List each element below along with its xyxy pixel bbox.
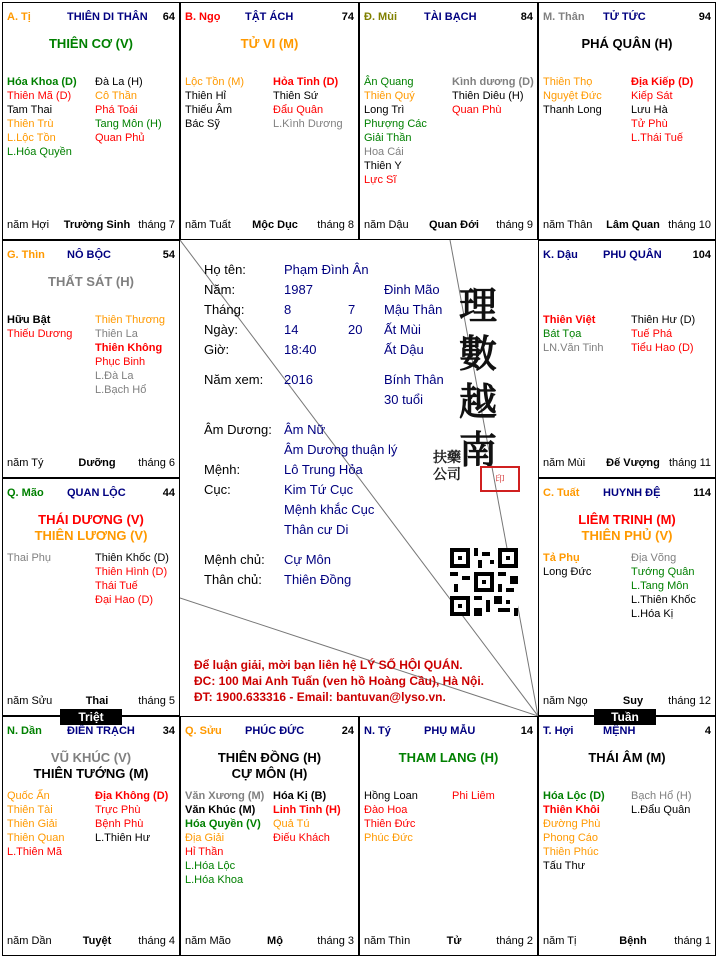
palace-month: tháng 2 <box>496 935 533 947</box>
main-stars <box>3 274 179 290</box>
life-stage: Bệnh <box>619 935 647 947</box>
minor-star: Thiên Quý <box>364 90 415 102</box>
minor-star: Trực Phù <box>95 804 141 816</box>
day-lunar: 20 <box>348 322 363 337</box>
palace-year: năm Dần <box>7 935 52 947</box>
minor-star: Thiên Diêu (H) <box>452 90 524 102</box>
triet-stamp: Triệt <box>60 709 122 725</box>
palace-year: năm Hợi <box>7 219 50 231</box>
minor-star: Đại Hao (D) <box>95 594 154 606</box>
minor-star: Phượng Các <box>364 118 427 130</box>
life-stage: Trường Sinh <box>63 219 131 231</box>
palace-cell[interactable] <box>180 716 359 956</box>
palace-year: năm Tị <box>543 935 577 947</box>
name-value: Phạm Đình Ân <box>284 262 369 277</box>
minor-star: Đường Phù <box>543 818 601 830</box>
palace-name: TỬ TỨC <box>603 11 646 23</box>
minor-star: Hóa Quyền (V) <box>185 818 261 830</box>
main-star: CỰ MÔN (H) <box>231 766 308 781</box>
palace-header <box>364 11 533 25</box>
minor-star: Kình dương (D) <box>452 76 534 88</box>
minor-star: Bạch Hổ (H) <box>631 790 692 802</box>
palace-name: TẬT ÁCH <box>245 11 294 23</box>
minor-stars-left <box>7 313 72 341</box>
palace-cell[interactable] <box>2 478 180 716</box>
palace-header <box>185 11 354 25</box>
minor-stars-right <box>95 551 169 607</box>
menh-chu-label: Mệnh chủ: <box>204 552 265 567</box>
palace-footer <box>364 219 533 233</box>
palace-branch: A. Tị <box>7 11 31 23</box>
center-info-panel <box>180 240 538 716</box>
main-star: THAM LANG (H) <box>398 750 499 765</box>
palace-branch: M. Thân <box>543 11 585 23</box>
minor-stars-left <box>7 75 77 159</box>
cuc-label: Cục: <box>204 482 231 497</box>
life-stage: Đế Vượng <box>606 457 660 469</box>
palace-cell[interactable] <box>538 2 716 240</box>
minor-stars-right <box>273 789 341 845</box>
day-solar: 14 <box>284 322 299 337</box>
palace-month: tháng 5 <box>138 695 175 707</box>
palace-year: năm Dậu <box>364 219 409 231</box>
minor-star: Tướng Quân <box>631 566 695 578</box>
minor-star: Tả Phụ <box>543 552 580 564</box>
minor-star: Bác Sỹ <box>185 118 220 130</box>
minor-stars-right <box>95 313 165 397</box>
palace-month: tháng 4 <box>138 935 175 947</box>
palace-cell[interactable] <box>359 716 538 956</box>
minor-star: Quan Phủ <box>95 132 145 144</box>
hour-canchi: Ất Dậu <box>384 342 424 357</box>
minor-stars-right <box>631 75 693 145</box>
qr-code[interactable] <box>450 548 518 616</box>
minor-star: Địa Giải <box>185 832 225 844</box>
minor-star: Thiên La <box>95 328 138 340</box>
main-star: TỬ VI (M) <box>240 36 299 51</box>
contact-address: ĐC: 100 Mai Anh Tuấn (ven hồ Hoàng Cầu), Hà Nội. <box>194 674 485 688</box>
main-star: THIÊN TƯỚNG (M) <box>33 766 149 781</box>
minor-star: Địa Không (D) <box>95 790 169 802</box>
minor-star: Hỏa Tinh (D) <box>273 76 339 88</box>
day-canchi: Ất Mùi <box>384 322 421 337</box>
minor-star: Văn Khúc (M) <box>185 804 256 816</box>
main-star: THIÊN CƠ (V) <box>48 36 134 51</box>
minor-stars-right <box>95 789 168 845</box>
palace-name: QUAN LỘC <box>67 487 126 499</box>
view-year-canchi: Bính Thân <box>384 372 444 387</box>
minor-stars-right <box>452 75 534 117</box>
age-value: 30 tuổi <box>384 392 424 407</box>
palace-cell[interactable] <box>2 716 180 956</box>
main-star: THÁI ÂM (M) <box>588 750 666 765</box>
main-star: PHÁ QUÂN (H) <box>581 36 673 51</box>
palace-year: năm Thân <box>543 219 593 231</box>
calligraphy-company: 扶藥公司 <box>433 450 461 483</box>
minor-star: Thiên Hình (D) <box>95 566 168 578</box>
minor-star: Giải Thần <box>364 132 412 144</box>
life-stage: Tử <box>446 935 462 947</box>
main-stars <box>3 512 179 544</box>
palace-footer <box>543 695 711 709</box>
minor-star: Hoa Cái <box>364 146 404 158</box>
minor-stars-right <box>452 789 495 803</box>
minor-star: Thanh Long <box>543 104 602 116</box>
minor-star: L.Thiên Hư <box>95 832 151 844</box>
minor-stars-right <box>631 789 692 817</box>
minor-star: Quan Phù <box>452 104 502 116</box>
minor-star: Phúc Đức <box>364 832 413 844</box>
main-stars <box>539 36 715 52</box>
minor-star: Hóa Lộc (D) <box>543 790 605 802</box>
palace-footer <box>543 219 711 233</box>
palace-name: PHÚC ĐỨC <box>245 725 305 737</box>
minor-star: Đào Hoa <box>364 804 408 816</box>
palace-header <box>364 725 533 739</box>
minor-star: Tuế Phá <box>631 328 673 340</box>
contact-phone-email[interactable]: ĐT: 1900.633316 - Email: bantuvan@lyso.vn. <box>194 690 446 704</box>
main-stars <box>181 36 358 52</box>
month-lunar: 7 <box>348 302 356 317</box>
palace-month: tháng 6 <box>138 457 175 469</box>
hour-value: 18:40 <box>284 342 317 357</box>
palace-month: tháng 3 <box>317 935 354 947</box>
palace-branch: G. Thìn <box>7 249 45 261</box>
minor-star: Thiên Mã (D) <box>7 90 72 102</box>
minor-star: Thiên Sứ <box>273 90 319 102</box>
minor-star: Thai Phụ <box>7 552 52 564</box>
minor-star: Thiên Hư (D) <box>631 314 696 326</box>
minor-star: Long Đức <box>543 566 592 578</box>
palace-name: PHỤ MẪU <box>424 725 476 737</box>
palace-cell[interactable] <box>2 240 180 478</box>
palace-month: tháng 12 <box>668 695 711 707</box>
than-chu-value: Thiên Đồng <box>284 572 352 587</box>
palace-year: năm Ngọ <box>543 695 588 707</box>
minor-star: Phong Cáo <box>543 832 599 844</box>
palace-month: tháng 1 <box>674 935 711 947</box>
palace-age-number: 54 <box>162 249 175 261</box>
minor-star: L.Hóa Khoa <box>185 874 244 886</box>
qr-code-icon <box>450 548 518 616</box>
palace-age-number: 44 <box>162 487 175 499</box>
minor-star: Thiếu Âm <box>185 104 233 116</box>
palace-age-number: 64 <box>162 11 175 23</box>
year-canchi: Đinh Mão <box>384 282 440 297</box>
minor-star: Thiên Phúc <box>543 846 599 858</box>
month-label: Tháng: <box>204 302 245 317</box>
minor-star: Thiên Thọ <box>543 76 593 88</box>
red-seal: 印 <box>480 466 520 492</box>
palace-header <box>7 487 175 501</box>
contact-line-1: Để luận giải, mời bạn liên hệ LÝ SỐ HỘI QUÁN. <box>194 658 463 672</box>
minor-stars-left <box>7 789 64 859</box>
minor-star: L.Kình Dương <box>273 118 343 130</box>
name-label: Họ tên: <box>204 262 246 277</box>
main-star: THẤT SÁT (H) <box>48 274 134 289</box>
minor-star: Tấu Thư <box>543 860 586 872</box>
minor-star: Kiếp Sát <box>631 90 673 102</box>
palace-footer <box>7 695 175 709</box>
minor-star: Thiên Y <box>364 160 402 172</box>
palace-header <box>7 249 175 263</box>
main-stars <box>3 36 179 52</box>
main-stars <box>181 750 358 782</box>
minor-star: Thiên Giải <box>7 818 58 830</box>
minor-star: Địa Kiếp (D) <box>631 76 694 88</box>
menh-chu-value: Cự Môn <box>284 552 331 567</box>
palace-year: năm Mùi <box>543 457 586 469</box>
palace-cell[interactable] <box>538 478 716 716</box>
minor-stars-left <box>7 551 51 565</box>
minor-star: Thiên Không <box>95 342 163 354</box>
cuc-value: Kim Tứ Cục <box>284 482 354 497</box>
palace-month: tháng 7 <box>138 219 175 231</box>
am-duong-note: Âm Dương thuận lý <box>284 442 398 457</box>
minor-star: Phá Toái <box>95 104 138 116</box>
palace-age-number: 14 <box>520 725 533 737</box>
main-stars <box>539 512 715 544</box>
minor-stars-left <box>543 789 605 873</box>
palace-name: HUYNH ĐỆ <box>603 487 661 499</box>
palace-name: ĐIỀN TRẠCH <box>67 725 135 737</box>
palace-branch: N. Tý <box>364 725 391 737</box>
main-star: THIÊN PHỦ (V) <box>581 528 673 543</box>
palace-header <box>543 11 711 25</box>
day-label: Ngày: <box>204 322 238 337</box>
palace-cell[interactable] <box>2 2 180 240</box>
tuan-stamp: Tuần <box>594 709 656 725</box>
palace-cell[interactable] <box>359 2 538 240</box>
minor-star: Thiên Khốc (D) <box>95 552 169 564</box>
life-stage: Thai <box>85 695 109 707</box>
life-stage: Quan Đới <box>429 219 479 231</box>
view-year-label: Năm xem: <box>204 372 264 387</box>
life-stage: Suy <box>622 695 644 707</box>
cuc-note: Mệnh khắc Cục <box>284 502 375 517</box>
minor-star: L.Thái Tuế <box>631 132 683 144</box>
minor-stars-left <box>364 789 418 845</box>
palace-name: MỆNH <box>603 725 636 737</box>
life-stage: Dưỡng <box>78 457 116 469</box>
main-star: LIÊM TRINH (M) <box>578 512 676 527</box>
palace-age-number: 114 <box>693 487 711 499</box>
minor-star: Thiên Thương <box>95 314 166 326</box>
palace-footer <box>185 219 354 233</box>
main-star: VŨ KHÚC (V) <box>50 750 132 765</box>
minor-star: Cô Thần <box>95 90 137 102</box>
palace-month: tháng 10 <box>668 219 711 231</box>
minor-stars-left <box>543 551 591 579</box>
minor-star: Hóa Khoa (D) <box>7 76 77 88</box>
minor-star: Thiên Quan <box>7 832 65 844</box>
minor-star: Thiên Việt <box>543 314 596 326</box>
minor-star: Linh Tinh (H) <box>273 804 341 816</box>
minor-star: Hóa Kị (B) <box>273 790 327 802</box>
life-stage: Mộ <box>267 935 283 947</box>
minor-star: Hồng Loan <box>364 790 418 802</box>
main-star: THIÊN LƯƠNG (V) <box>34 528 148 543</box>
minor-star: Lực Sĩ <box>364 174 397 186</box>
minor-star: Thiên Tài <box>7 804 53 816</box>
palace-age-number: 74 <box>341 11 354 23</box>
minor-star: Ân Quang <box>364 76 414 88</box>
main-star: THIÊN ĐỒNG (H) <box>217 750 322 765</box>
palace-cell[interactable] <box>180 2 359 240</box>
life-stage: Tuyệt <box>82 935 112 947</box>
palace-month: tháng 9 <box>496 219 533 231</box>
palace-name: THIÊN DI THÂN <box>67 11 148 23</box>
minor-star: L.Lộc Tồn <box>7 132 56 144</box>
minor-star: Tiểu Hao (D) <box>631 342 694 354</box>
year-label: Năm: <box>204 282 236 297</box>
minor-star: L.Tang Môn <box>631 580 689 592</box>
minor-star: Địa Võng <box>631 552 677 564</box>
minor-star: Phi Liêm <box>452 790 495 802</box>
minor-star: Tử Phù <box>631 118 668 130</box>
palace-branch: C. Tuất <box>543 487 580 499</box>
palace-branch: Q. Sửu <box>185 725 222 737</box>
minor-stars-left <box>543 313 604 355</box>
palace-footer <box>185 935 354 949</box>
palace-header <box>543 249 711 263</box>
minor-star: Phục Binh <box>95 356 146 368</box>
minor-star: LN.Văn Tinh <box>543 342 604 354</box>
minor-star: Quả Tú <box>273 818 310 830</box>
minor-star: Thiên Khôi <box>543 804 600 816</box>
minor-stars-left <box>364 75 427 187</box>
calligraphy-logo: 理數越南 <box>458 283 497 472</box>
year-value: 1987 <box>284 282 313 297</box>
palace-year: năm Tuất <box>185 219 231 231</box>
palace-year: năm Mão <box>185 935 231 947</box>
minor-star: L.Đẩu Quân <box>631 804 691 816</box>
palace-footer <box>7 457 175 471</box>
am-duong-value: Âm Nữ <box>284 422 326 437</box>
minor-star: Bát Tọa <box>543 328 582 340</box>
minor-stars-left <box>185 789 264 887</box>
palace-footer <box>7 219 175 233</box>
main-stars <box>360 750 537 766</box>
minor-star: Hữu Bật <box>7 314 51 326</box>
menh-value: Lô Trung Hỏa <box>284 462 363 477</box>
minor-star: Lưu Hà <box>631 104 668 116</box>
minor-stars-left <box>543 75 602 117</box>
hour-label: Giờ: <box>204 342 230 357</box>
main-stars <box>3 750 179 782</box>
minor-star: Tang Môn (H) <box>95 118 162 130</box>
palace-month: tháng 8 <box>317 219 354 231</box>
minor-stars-right <box>631 313 695 355</box>
palace-year: năm Sửu <box>7 695 53 707</box>
palace-year: năm Tý <box>7 457 44 469</box>
minor-star: Đà La (H) <box>95 76 143 88</box>
palace-name: NÔ BỘC <box>67 249 111 261</box>
minor-star: Bệnh Phù <box>95 818 144 830</box>
month-solar: 8 <box>284 302 292 317</box>
view-year-value: 2016 <box>284 372 313 387</box>
palace-branch: B. Ngọ <box>185 11 221 23</box>
palace-year: năm Thìn <box>364 935 411 947</box>
palace-age-number: 104 <box>692 249 711 261</box>
minor-star: Thái Tuế <box>95 580 138 592</box>
minor-stars-right <box>631 551 696 621</box>
minor-star: Thiên Hỉ <box>185 90 226 102</box>
minor-star: Thiếu Dương <box>7 328 73 340</box>
minor-star: Điếu Khách <box>273 832 330 844</box>
minor-star: L.Đà La <box>95 370 134 382</box>
life-stage: Mộc Dục <box>252 219 298 231</box>
minor-star: Văn Xương (M) <box>185 790 265 802</box>
palace-header <box>543 725 711 739</box>
minor-star: Thiên Trù <box>7 118 54 130</box>
palace-branch: K. Dậu <box>543 249 578 261</box>
minor-star: Lộc Tồn (M) <box>185 76 245 88</box>
palace-header <box>7 11 175 25</box>
palace-header <box>7 725 175 739</box>
palace-age-number: 4 <box>704 725 711 737</box>
menh-label: Mệnh: <box>204 462 241 477</box>
palace-cell[interactable] <box>538 716 716 956</box>
minor-star: L.Thiên Khốc <box>631 594 696 606</box>
palace-footer <box>364 935 533 949</box>
minor-star: Thiên Đức <box>364 818 416 830</box>
minor-star: L.Hóa Lộc <box>185 860 236 872</box>
palace-branch: Q. Mão <box>7 487 44 499</box>
minor-stars-left <box>185 75 244 131</box>
main-stars <box>539 750 715 766</box>
palace-header <box>543 487 711 501</box>
minor-star: Tam Thai <box>7 104 53 116</box>
palace-name: TÀI BẠCH <box>424 11 477 23</box>
minor-star: Nguyệt Đức <box>543 90 602 102</box>
minor-stars-right <box>273 75 343 131</box>
minor-stars-right <box>95 75 162 145</box>
palace-branch: Đ. Mùi <box>364 11 397 23</box>
minor-star: Quốc Ấn <box>7 790 50 802</box>
palace-footer <box>543 935 711 949</box>
main-star: THÁI DƯƠNG (V) <box>38 512 144 527</box>
than-chu-label: Thân chủ: <box>204 572 262 587</box>
palace-month: tháng 11 <box>668 457 711 469</box>
palace-footer <box>543 457 711 471</box>
palace-age-number: 34 <box>162 725 175 737</box>
palace-age-number: 84 <box>520 11 533 23</box>
palace-branch: T. Hợi <box>543 725 574 737</box>
minor-star: Long Trì <box>364 104 405 116</box>
life-stage: Lâm Quan <box>606 219 660 231</box>
palace-branch: N. Dần <box>7 725 42 737</box>
am-duong-label: Âm Dương: <box>204 422 272 437</box>
palace-age-number: 94 <box>698 11 711 23</box>
minor-star: L.Hóa Kị <box>631 608 674 620</box>
minor-star: L.Bạch Hổ <box>95 384 147 396</box>
minor-star: Hỉ Thần <box>185 846 224 858</box>
palace-header <box>185 725 354 739</box>
minor-star: L.Hóa Quyền <box>7 146 72 158</box>
minor-star: Đẩu Quân <box>273 104 324 116</box>
palace-age-number: 24 <box>341 725 354 737</box>
than-position: Thân cư Di <box>284 522 349 537</box>
palace-cell[interactable] <box>538 240 716 478</box>
minor-star: L.Thiên Mã <box>7 846 63 858</box>
palace-footer <box>7 935 175 949</box>
palace-name: PHU QUÂN <box>603 249 662 261</box>
month-canchi: Mậu Thân <box>384 302 443 317</box>
